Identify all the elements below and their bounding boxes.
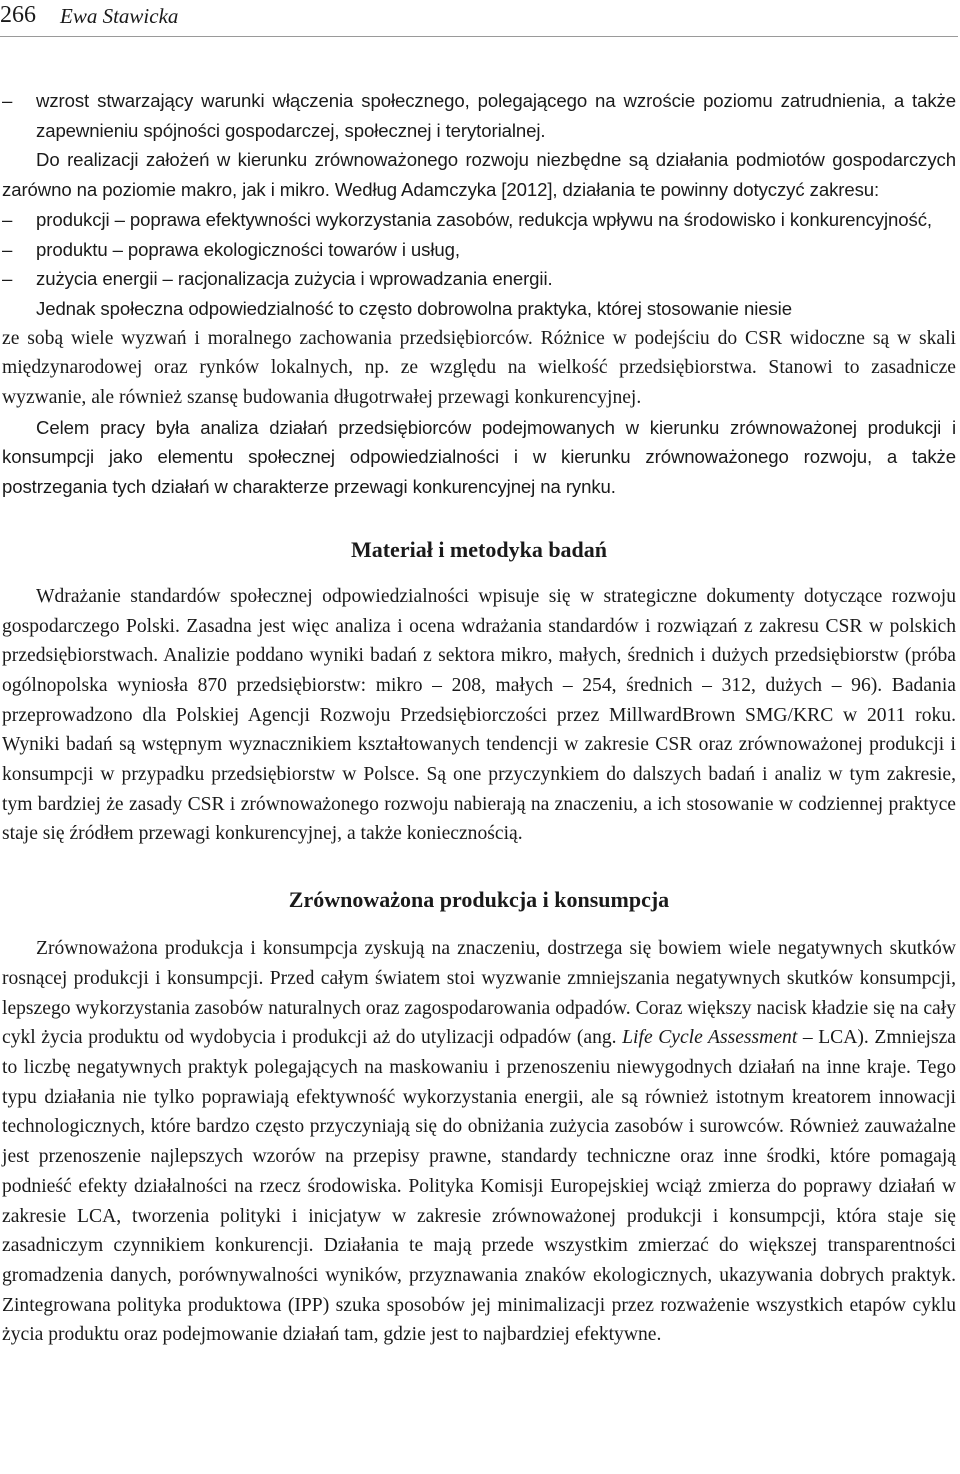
dash-bullet: – <box>2 238 13 260</box>
paragraph-sans-lead: Jednak społeczna odpowiedzialność to często dobrowolna praktyka, której stosowanie niesie <box>36 297 792 319</box>
section-heading: Materiał i metodyka badań <box>350 536 608 562</box>
list-item-text: produkcji – poprawa efektywności wykorzystania zasobów, redukcja wpływu na środowisko i konkurencyjność, <box>36 208 932 230</box>
list-item <box>2 86 956 145</box>
list-item-text: produktu – poprawa ekologiczności towarów i usług, <box>36 238 460 260</box>
paragraph: Do realizacji założeń w kierunku zrównoważonego rozwoju niezbędne są działania podmiotów gospodarczych zarówno na poziomie makro, jak i mikro. Według Adamczyka [2012], działania te powinny dotyczyć zakresu: <box>2 149 956 201</box>
section-heading: Zrównoważona produkcja i konsumpcja <box>288 887 670 913</box>
list-item <box>2 264 956 294</box>
list-item <box>2 235 956 265</box>
dash-bullet: – <box>2 208 13 230</box>
list-item-text: wzrost stwarzający warunki włączenia społecznego, polegającego na wzroście poziomu zatrudnienia, a także zapewnieniu spójności gospodarczej, społecznej i terytorialnej. <box>36 90 956 141</box>
text-run: Zrównoważona produkcja i konsumpcja zyskują na znaczeniu, dostrzega się bowiem wiele negatywnych skutków rosnącej produkcji i konsumpcji. Przed całym światem stoi wyzwanie zmniejszania negatywnych skutków konsumpcji, lepszego wykorzystania zasobów naturalnych oraz zagospodarowania odpadów. Coraz większy nacisk kładzie się na cały cykl życia produktu od wydobycia i produkcji aż do utylizacji odpadów (ang. <box>2 938 956 1049</box>
list-item <box>2 205 956 235</box>
paragraph: ze sobą wiele wyzwań i moralnego zachowania przedsiębiorców. Różnice w podejściu do CSR widoczne są w skali międzynarodowej oraz rynków lokalnych, np. ze względu na wielkość przedsiębiorstwa. Stanowi to zasadnicze wyzwanie, ale również szansę budowania długotrwałej przewagi konkurencyjnej. <box>2 327 956 409</box>
dash-bullet: – <box>2 90 13 111</box>
page-number: 266 <box>0 2 36 28</box>
running-head: Ewa Stawicka <box>60 4 179 28</box>
list-item-text: zużycia energii – racjonalizacja zużycia i wprowadzania energii. <box>36 268 553 290</box>
sans-block <box>2 86 956 324</box>
page-body <box>2 86 956 1350</box>
paragraph <box>2 294 956 324</box>
text-run: – LCA). Zmniejsza to liczbę negatywnych praktyk polegających na maskowaniu i przenoszeniu niewygodnych działań na inne kraje. Tego typu działania nie tylko poprawiają efektywność wykorzystania energii, ale są również istotnym kreatorem innowacji technologicznych, które bardzo często przyczyniają się do obniżania zużycia zasobów i surowców. Również zauważalne jest przenoszenie najlepszych wzorów na przepisy prawne, standardy techniczne oraz inne środki, które pomagają podnieść efekty działalności na rzecz środowiska. Polityka Komisji Europejskiej wciąż zmierza do poprawy działań w zakresie LCA, tworzenia polityki i inicjatyw w zakresie zrównoważonej produkcji i konsumpcji, która staje się zasadniczym czynnikiem konkurencji. Działania te mają przede wszystkim zmierzać do większej transparentności gromadzenia danych, porównywalności wyników, przyznawania znaków ekologicznych, ukazywania dobrych praktyk. Zintegrowana polityka produktowa (IPP) szuka sposobów jej minimalizacji przez rozważenie wszystkich etapów cyklu życia produktu oraz podejmowanie działań tam, gdzie jest to najbardziej efektywne. <box>2 1027 956 1346</box>
italic-term: Life Cycle Assessment <box>622 1027 798 1049</box>
paragraph: Celem pracy była analiza działań przedsiębiorców podejmowanych w kierunku zrównoważonej produkcji i konsumpcji jako elementu społecznej odpowiedzialności i w kierunku zrównoważonego rozwoju, a także postrzegania tych działań w charakterze przewagi konkurencyjnej na rynku. <box>2 416 956 498</box>
header-rule <box>0 36 958 37</box>
paragraph: Wdrażanie standardów społecznej odpowiedzialności wpisuje się w strategiczne dokumenty dotyczące rozwoju gospodarczego Polski. Zasadna jest więc analiza i ocena wdrażania standardów i rozwiązań z zakresu CSR w polskich przedsiębiorstwach. Analizie poddano wyniki badań z sektora mikro, małych, średnich i dużych przedsiębiorstw (próba ogólnopolska wyniosła 870 przedsiębiorstw: mikro – 208, małych – 254, średnich – 312, dużych – 96). Badania przeprowadzono dla Polskiej Agencji Rozwoju Przedsiębiorczości przez MillwardBrown SMG/KRC w 2011 roku. Wyniki badań są wstępnym wyznacznikiem kształtowanych tendencji w zakresie CSR oraz zrównoważonej produkcji i konsumpcji w przypadku przedsiębiorstw w Polsce. Są one przyczynkiem do dalszych badań i analiz w tym zakresie, tym bardziej że zasady CSR i zrównoważonego rozwoju nabierają na znaczeniu, a ich stosowanie w codziennej praktyce staje się źródłem przewagi konkurencyjnej, a także koniecznością. <box>2 585 956 845</box>
page-header <box>0 0 960 34</box>
paragraph <box>2 934 956 1350</box>
dash-bullet: – <box>2 268 13 290</box>
